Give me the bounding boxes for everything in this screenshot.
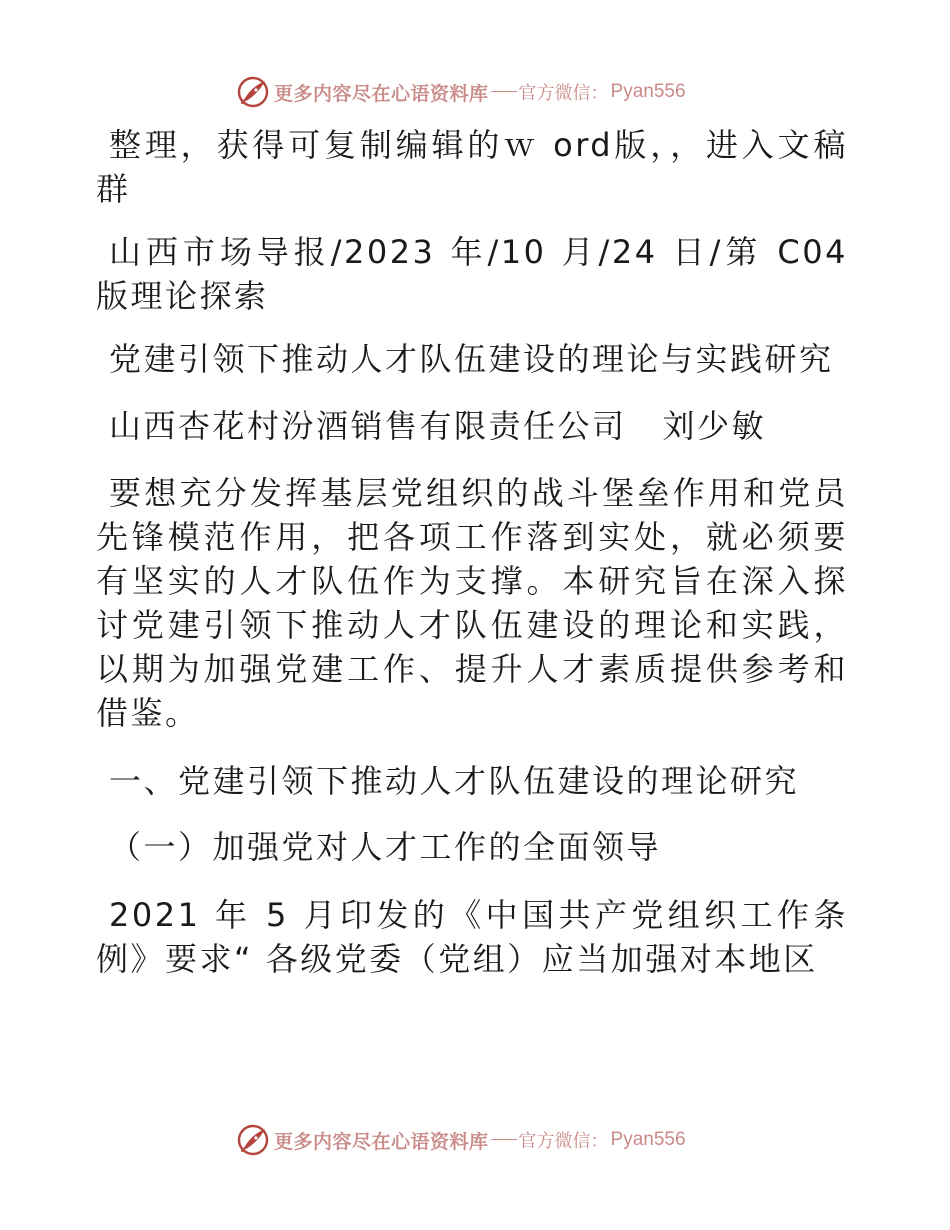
pen-nib-logo-icon [236,75,270,109]
banner-site-name: 更多内容尽在心语资料库 [274,1130,489,1153]
pen-nib-logo-icon [236,1123,270,1157]
banner-dash-divider [491,91,517,92]
author-organization: 山西杏花村汾酒销售有限责任公司 [109,407,627,445]
section-heading: 一、党建引领下推动人才队伍建设的理论研究 [109,762,800,800]
intro-note: 整理，获得可复制编辑的ｗ ord版，，进入文稿群 [96,126,848,208]
header-banner [236,72,686,112]
banner-official-label: 官方微信： [518,83,609,104]
document-body [96,123,848,1000]
banner-site-name: 更多内容尽在心语资料库 [274,82,489,105]
author-name: 刘少敏 [662,407,767,445]
footer-banner [236,1120,686,1160]
banner-wechat-id: Pyan556 [610,81,686,102]
abstract-paragraph: 要想充分发挥基层党组织的战斗堡垒作用和党员先锋模范作用，把各项工作落到实处，就必须要有坚实的人才队伍作为支撑。本研究旨在深入探讨党建引领下推动人才队伍建设的理论和实践，以期为加强党建工作、提升人才素质提供参考和借鉴。 [96,474,848,732]
source-line: 山西市场导报/2023 年/10 月/24 日/第 C04 版理论探索 [96,233,848,315]
author-line [96,404,848,448]
banner-dash-divider [491,1139,517,1140]
banner-official-label: 官方微信： [518,1131,609,1152]
banner-wechat-id: Pyan556 [610,1129,686,1150]
subsection-heading: （一）加强党对人才工作的全面领导 [109,828,662,866]
body-paragraph: 2021 年 5 月印发的《中国共产党组织工作条例》要求“ 各级党委（党组）应当加强对本地区 [96,896,848,978]
article-title: 党建引领下推动人才队伍建设的理论与实践研究 [109,340,834,378]
